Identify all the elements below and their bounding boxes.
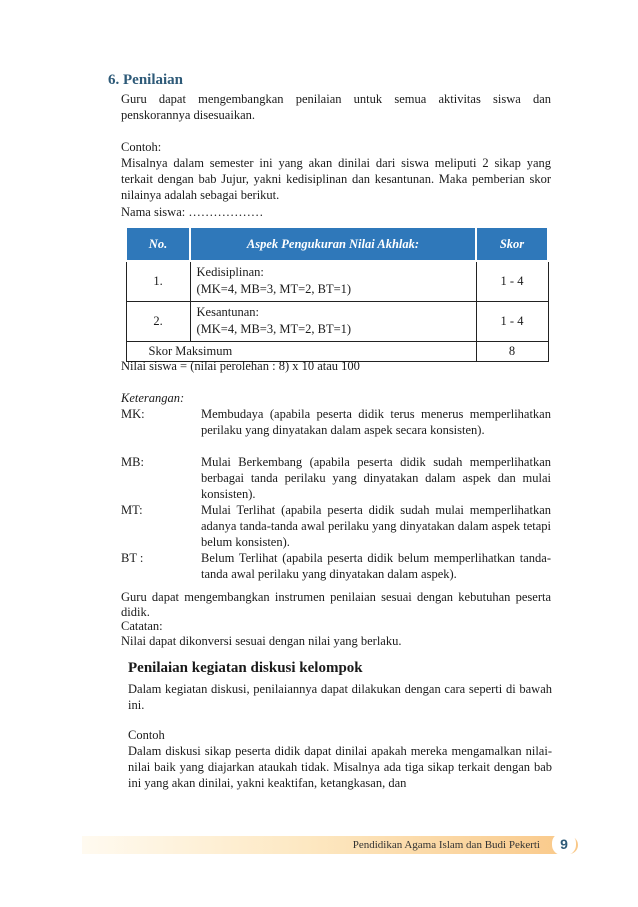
row-aspect bbox=[190, 261, 476, 301]
discussion-contoh-paragraph: Dalam diskusi sikap peserta didik dapat dinilai apakah mereka mengamalkan nilai-nilai baik yang diajarkan ataukah tidak. Misalnya ada tiga sikap terkait dengan bab ini yang akan dinilai, yakni keaktifan, ketangkasan, dan bbox=[128, 744, 552, 790]
discussion-intro: Dalam kegiatan diskusi, penilaiannya dapat dilakukan dengan cara seperti di bawah ini. bbox=[128, 682, 552, 712]
keterangan-label: Keterangan: bbox=[121, 391, 185, 405]
aspect-name: Kesantunan: bbox=[196, 305, 259, 319]
catatan-text: Nilai dapat dikonversi sesuai dengan nilai yang berlaku. bbox=[121, 634, 402, 648]
legend-def-mb: Mulai Berkembang (apabila peserta didik sudah memperlihatkan berbagai tanda perilaku yang dinyatakan dalam aspek dan mulai konsisten). bbox=[201, 455, 551, 501]
legend-term-mb: MB: bbox=[121, 455, 144, 469]
catatan-label: Catatan: bbox=[121, 619, 163, 633]
table-header-row bbox=[126, 227, 548, 261]
contoh-paragraph: Misalnya dalam semester ini yang akan dinilai dari siswa meliputi 2 sikap yang terkait dengan bab Jujur, yakni kedisiplinan dan kesantunan. Maka pemberian skor nilainya adalah sebagai berikut. bbox=[121, 156, 551, 202]
guru-paragraph: Guru dapat mengembangkan instrumen penilaian sesuai dengan kebutuhan peserta didik. bbox=[121, 590, 551, 619]
header-aspect: Aspek Pengukuran Nilai Akhlak: bbox=[190, 227, 476, 261]
legend-def-bt: Belum Terlihat (apabila peserta didik belum memperlihatkan tanda-tanda awal perilaku yang dinyatakan dalam aspek). bbox=[201, 551, 551, 581]
max-score-value: 8 bbox=[476, 341, 548, 361]
row-aspect bbox=[190, 301, 476, 341]
row-number: 2. bbox=[126, 301, 190, 341]
score-formula: Nilai siswa = (nilai perolehan : 8) x 10 atau 100 bbox=[121, 359, 360, 373]
aspect-name: Kedisiplinan: bbox=[196, 265, 264, 280]
row-score: 1 - 4 bbox=[476, 301, 548, 341]
legend-term-bt: BT : bbox=[121, 551, 144, 565]
legend-term-mt: MT: bbox=[121, 503, 143, 517]
aspect-detail: (MK=4, MB=3, MT=2, BT=1) bbox=[196, 322, 352, 336]
section-title: 6. Penilaian bbox=[108, 72, 184, 88]
contoh-label: Contoh: bbox=[121, 140, 162, 154]
legend-term-mk: MK: bbox=[121, 407, 145, 421]
aspect-detail: (MK=4, MB=3, MT=2, BT=1) bbox=[196, 282, 352, 297]
table-row bbox=[126, 301, 548, 341]
assessment-table bbox=[125, 226, 549, 362]
row-score: 1 - 4 bbox=[476, 261, 548, 301]
row-number: 1. bbox=[126, 261, 190, 301]
footer-book-title: Pendidikan Agama Islam dan Budi Pekerti bbox=[352, 839, 540, 851]
page-number: 9 bbox=[552, 833, 576, 855]
max-score-label: Skor Maksimum bbox=[126, 341, 476, 361]
header-no: No. bbox=[126, 227, 190, 261]
intro-paragraph: Guru dapat mengembangkan penilaian untuk semua aktivitas siswa dan penskorannya disesuaikan. bbox=[121, 92, 551, 122]
student-name-line: Nama siswa: ……………… bbox=[121, 205, 264, 219]
legend-def-mt: Mulai Terlihat (apabila peserta didik sudah mulai memperlihatkan adanya tanda-tanda awal perilaku yang dinyatakan dalam aspek tetapi belum konsisten). bbox=[201, 503, 551, 549]
legend-def-mk: Membudaya (apabila peserta didik terus menerus memperlihatkan perilaku yang dinyatakan dalam aspek secara konsisten). bbox=[201, 407, 551, 437]
header-score: Skor bbox=[476, 227, 548, 261]
table-row bbox=[126, 261, 548, 301]
discussion-heading: Penilaian kegiatan diskusi kelompok bbox=[128, 660, 363, 676]
discussion-contoh-label: Contoh bbox=[128, 728, 165, 742]
